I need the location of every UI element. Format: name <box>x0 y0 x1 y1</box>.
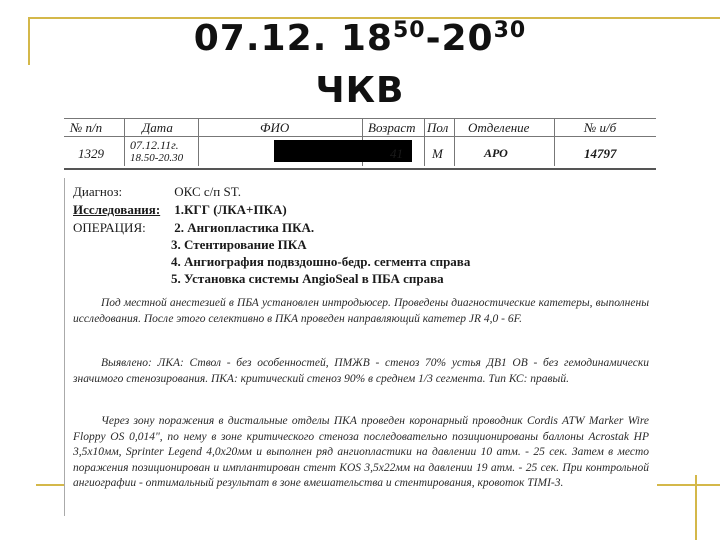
operation-line: ОПЕРАЦИЯ: 2. Ангиопластика ПКА. <box>73 220 315 235</box>
row-date: 07.12.11г. <box>130 138 179 152</box>
operation-item-5: 5. Установка системы AngioSeal в ПБА справа <box>171 271 444 286</box>
row-dept: АРО <box>484 146 508 160</box>
slide-title-dept: ЧКВ <box>315 70 405 111</box>
operation-item-4: 4. Ангиография подвздошно-бедр. сегмента справа <box>171 254 471 269</box>
investigation-value: 1.КГГ (ЛКА+ПКА) <box>174 202 287 217</box>
header-name: ФИО <box>260 120 290 135</box>
row-age: 41 <box>390 146 403 161</box>
investigation-line: Исследования: 1.КГГ (ЛКА+ПКА) <box>73 202 287 217</box>
operation-item-2: 2. Ангиопластика ПКА. <box>174 220 315 235</box>
header-record: № и/б <box>584 120 617 135</box>
protocol-body <box>64 178 657 516</box>
findings-paragraph: Выявлено: ЛКА: Ствол - без особенностей, ПМЖВ - стеноз 70% устья ДВ1 ОВ - без гемодинамически значимого стенозирования. ПКА: критический стеноз 90% в среднем 1/3 сегмента. Тип КС: правый. <box>73 357 649 385</box>
intervention-paragraph: Через зону поражения в дистальные отделы ПКА проведен коронарный проводник Cordis ATW Marker Wire Floppy OS 0,014", по нему в зоне критического стеноза последовательно позиционированы баллоны Acrostak HP 3,5x10мм, Sprinter Legend 4,0x20мм и выполнен ряд ангиопластики на давлении 10 атм. - 25 сек. Затем в место поражения позиционирован и имплантирован стент KOS 3,5x22мм на давлении 19 атм. - 25 сек. При контрольной ангиографии - оптимальный результат в зоне вмешательства и стентирования, кровоток TIMI-3. <box>73 415 649 489</box>
protocol-header-table <box>64 118 656 170</box>
frame-line-right <box>695 475 697 540</box>
header-dept: Отделение <box>468 120 530 135</box>
header-num: № п/п <box>70 120 103 135</box>
row-num: 1329 <box>78 146 104 161</box>
row-sex: М <box>432 146 443 161</box>
header-sex: Пол <box>427 120 449 135</box>
operation-item-3: 3. Стентирование ПКА <box>171 237 307 252</box>
row-time: 18.50-20.30 <box>130 152 184 164</box>
row-record: 14797 <box>584 146 617 161</box>
header-date: Дата <box>142 120 173 135</box>
slide-title-time: 07.12. $18^{50}-20^{30}$ <box>193 18 527 59</box>
diagnosis-line: Диагноз: ОКС с/п ST. <box>73 184 241 199</box>
header-age: Возраст <box>368 120 416 135</box>
procedure-paragraph-1: Под местной анестезией в ПБА установлен интродьюсер. Проведены диагностические катетеры, выполнены исследования. После этого селективно в ПКА проведен направляющий катетер JR 4,0 - 6F. <box>73 297 649 325</box>
diagnosis-value: ОКС с/п ST. <box>174 184 241 199</box>
